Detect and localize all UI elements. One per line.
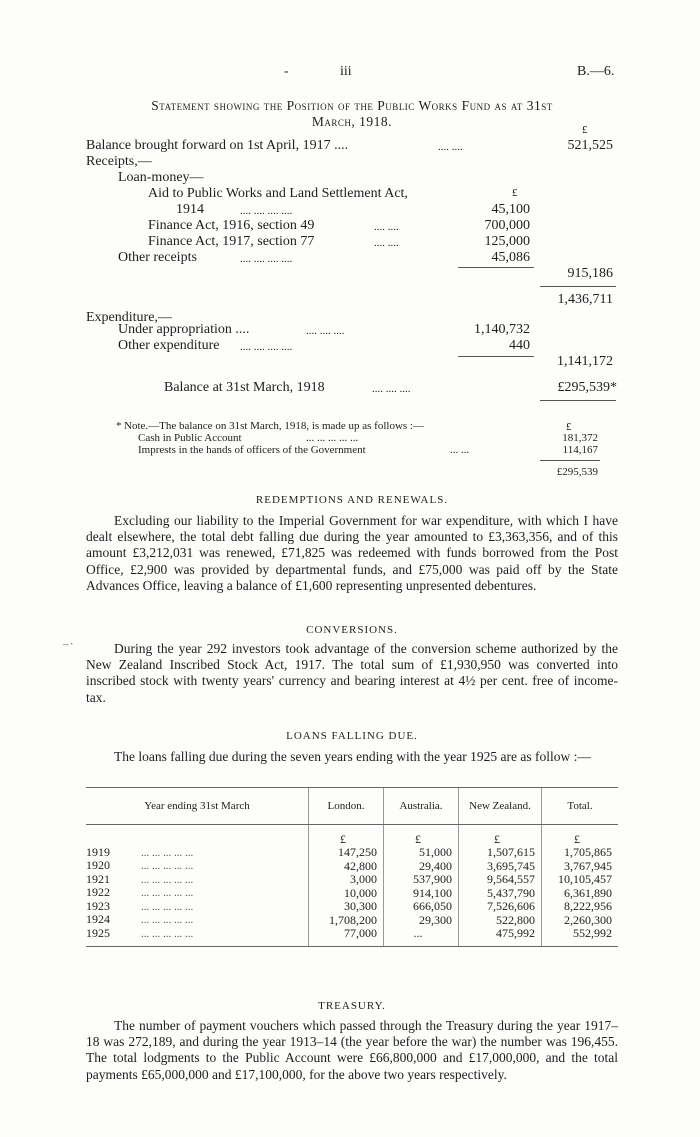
nz-cell: 1,507,615 [459,846,542,860]
loans-header-row [86,788,618,825]
unit-cell: £ [459,825,542,846]
australia-cell: 914,100 [384,886,459,900]
note-cash-label: Cash in Public Account [138,432,242,444]
unit-cell: £ [309,825,384,846]
aid-act-label: Aid to Public Works and Land Settlement Act, [148,186,408,201]
total-cell: 10,105,457 [542,873,619,887]
australia-cell: 29,400 [384,859,459,873]
leader-dots: ... ... ... ... ... [141,914,194,926]
closing-balance-label: Balance at 31st March, 1918 [164,380,325,395]
unit-cell: £ [542,825,619,846]
table-row [86,859,618,873]
nz-cell: 3,695,745 [459,859,542,873]
table-row [86,900,618,914]
loans-intro: The loans falling due during the seven years ending with the year 1925 are as follow :— [114,749,591,764]
unit-row [86,825,618,846]
note-imprests-value: 114,167 [562,444,598,456]
note-marker: * [116,420,122,432]
treasury-paragraph: The number of payment vouchers which passed through the Treasury during the year 1917–18 was 272,189, and during the year 1913–14 (the year before the war) the number was 196,455. The total lodgments to the Public Account were £66,800,000 and £17,000,000, and the total payments £65,000,000 and £17,100,000, for the above two years respectively. [86,1018,618,1082]
note-cash-value: 181,372 [562,432,598,444]
leader-dots: ... ... ... ... ... [306,432,359,444]
treasury-heading: TREASURY. [318,1000,386,1012]
redemptions-paragraph: Excluding our liability to the Imperial Government for war expenditure, with which I have dealt elsewhere, the total debt falling due during the year amounted to £3,363,356, and of this amount £3,212,031 was renewed, £71,825 was redeemed with funds borrowed from the Post Office, £2,900 was provided by departmental funds, and £75,000 was paid off by the State Advances Office, leaving a balance of £1,600 representing unpresented debentures. [86,513,618,593]
conversions-paragraph: During the year 292 investors took advantage of the conversion scheme authorized by the New Zealand Inscribed Stock Act, 1917. The total sum of £1,930,950 was converted into inscribed stock with twenty years' currency and bearing interest at 4½ per cent. free of income-tax. [86,641,618,705]
under-appropriation-value: 1,140,732 [474,322,530,337]
total-rule [540,400,616,401]
year-cell: 1925 [86,925,110,940]
australia-cell: 666,050 [384,900,459,914]
london-cell: 77,000 [309,927,384,947]
leader-dots: .... .... .... .... [240,253,293,265]
balance-forward-label: Balance brought forward on 1st April, 1917 .... [86,138,349,153]
nz-cell: 5,437,790 [459,886,542,900]
leader-dots: .... .... [438,141,463,153]
leader-dots: .... .... .... [306,325,345,337]
note-total-rule [540,460,600,461]
leader-dots: ... ... ... ... ... [141,873,194,886]
london-cell: 1,708,200 [309,913,384,927]
table-row [86,927,618,947]
leader-dots: ... ... ... ... ... [141,900,194,913]
year-cell: 1923 [86,898,110,913]
total-cell: 6,361,890 [542,886,619,900]
receipts-unit: £ [512,187,518,199]
nz-cell: 7,526,606 [459,900,542,914]
loan-money-label: Loan-money— [118,170,204,185]
balance-forward-value: 521,525 [567,138,613,153]
note-imprests-label: Imprests in the hands of officers of the Government [138,444,366,456]
grand-total: 1,436,711 [557,292,613,307]
nz-cell: 9,564,557 [459,873,542,887]
note-unit: £ [566,421,572,433]
other-expenditure-value: 440 [509,338,530,353]
total-cell: 8,222,956 [542,900,619,914]
other-receipts-value: 45,086 [491,250,530,265]
australia-cell: 51,000 [384,846,459,860]
aid-act-value: 45,100 [491,202,530,217]
london-cell: 3,000 [309,873,384,887]
leader-dots: ... ... ... ... ... [141,846,194,859]
loans-heading: LOANS FALLING DUE. [286,730,418,742]
finance-1917-value: 125,000 [484,234,530,249]
finance-1917-label: Finance Act, 1917, section 77 [148,234,315,249]
loans-table [86,787,618,947]
total-rule [540,286,616,287]
london-cell: 10,000 [309,886,384,900]
australia-cell: ... [384,927,459,947]
statement-title: Statement showing the Position of the Public Works Fund as at 31st [151,98,553,113]
total-cell: 2,260,300 [542,913,619,927]
col-header-australia: Australia. [384,788,459,825]
col-header-new-zealand: New Zealand. [459,788,542,825]
leader-dots: .... .... [374,221,399,233]
receipts-label: Receipts,— [86,154,152,169]
conversions-heading: CONVERSIONS. [306,624,398,636]
under-appropriation-label: Under appropriation .... [118,322,250,337]
nz-cell: 522,800 [459,913,542,927]
leader-dots: .... .... .... [372,383,411,395]
page-dash: - [284,64,289,79]
col-header-total: Total. [542,788,619,825]
year-cell: 1920 [86,858,110,872]
redemptions-heading: REDEMPTIONS AND RENEWALS. [255,494,449,506]
year-cell: 1924 [86,912,110,926]
leader-dots: .... .... .... .... [240,205,293,217]
note-intro: Note.—The balance on 31st March, 1918, is made up as follows :— [124,420,424,432]
expenditure-total: 1,141,172 [557,354,613,369]
nz-cell: 475,992 [459,927,542,947]
aid-act-year: 1914 [176,202,204,217]
margin-mark: ⁻˙ [62,641,75,656]
statement-unit: £ [582,124,588,136]
table-row [86,846,618,860]
table-row [86,913,618,927]
total-cell: 1,705,865 [542,846,619,860]
leader-dots: .... .... .... .... [240,341,293,353]
london-cell: 42,800 [309,859,384,873]
other-receipts-label: Other receipts [118,250,197,265]
year-cell: 1919 [86,844,110,859]
finance-1916-label: Finance Act, 1916, section 49 [148,218,315,233]
note-total: £295,539 [556,466,598,478]
document-reference: B.—6. [577,64,615,79]
page-folio: iii [340,64,352,79]
col-header-year: Year ending 31st March [86,788,309,825]
receipts-total: 915,186 [567,266,613,281]
other-expenditure-label: Other expenditure [118,338,220,353]
unit-cell: £ [384,825,459,846]
year-cell: 1922 [86,885,110,899]
total-cell: 552,992 [542,927,619,947]
australia-cell: 537,900 [384,873,459,887]
year-cell: 1921 [86,871,110,886]
leader-dots: ... ... ... ... ... [141,887,194,899]
london-cell: 30,300 [309,900,384,914]
table-row [86,873,618,887]
leader-dots: ... ... ... ... ... [141,860,194,872]
table-row [86,886,618,900]
finance-1916-value: 700,000 [484,218,530,233]
col-header-london: London. [309,788,384,825]
closing-balance-value: £295,539* [557,380,617,395]
expenditure-label: Expenditure,— [86,310,172,325]
leader-dots: ... ... [450,444,470,456]
statement-title-date: March, 1918. [311,114,393,129]
leader-dots: ... ... ... ... ... [141,927,194,940]
australia-cell: 29,300 [384,913,459,927]
leader-dots: .... .... [374,237,399,249]
total-cell: 3,767,945 [542,859,619,873]
london-cell: 147,250 [309,846,384,860]
